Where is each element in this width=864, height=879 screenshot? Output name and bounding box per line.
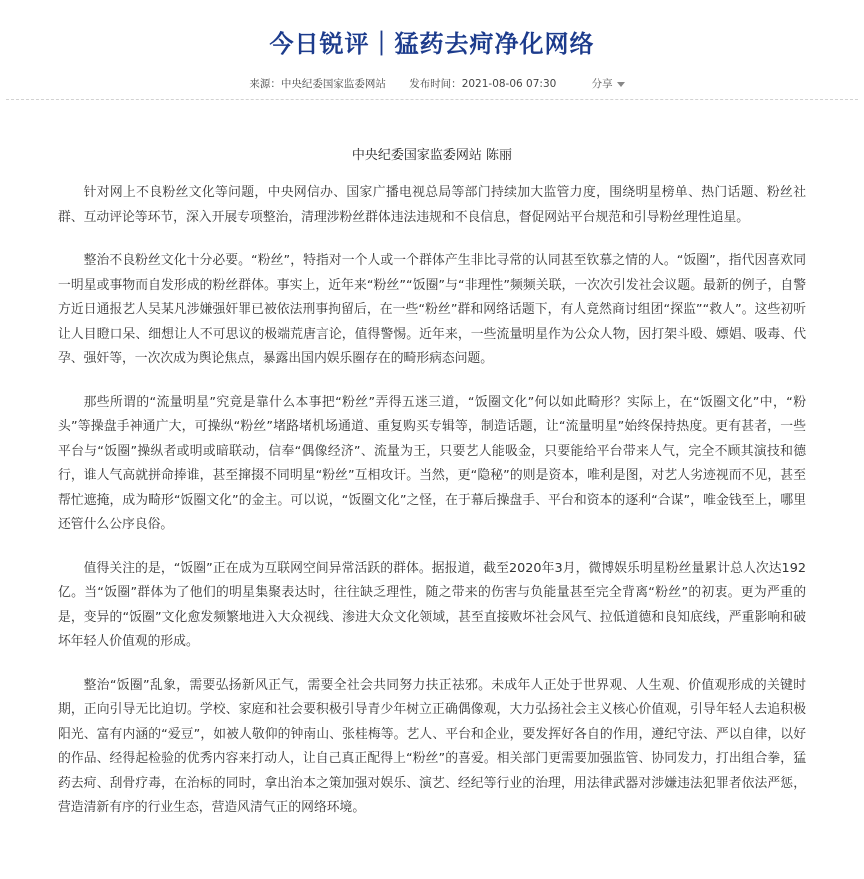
article-paragraph-3: 那些所谓的“流量明星”究竟是靠什么本事把“粉丝”弄得五迷三道，“饭圈文化”何以如此畸形？实际上，在“饭圈文化”中，“粉头”等操盘手神通广大，可操纵“粉丝”堵路堵机场通道、重复购买专辑等，制造话题，让“流量明星”始终保持热度。更有甚者，一些平台与“饭圈”操纵者或明或暗联动，信奉“偶像经济”、流量为王，只要艺人能吸金，只要能给平台带来人气，完全不顾其演技和德行，谁人气高就拼命捧谁，甚至撺掇不同明星“粉丝”互相攻讦。当然，更“隐秘”的则是资本，唯利是图，对艺人劣迹视而不见，甚至帮忙遮掩，成为畸形“饭圈文化”的金主。可以说，“饭圈文化”之怪，在于幕后操盘手、平台和资本的逐利“合谋”，唯金钱至上，哪里还管什么公序良俗。 bbox=[58, 394, 806, 532]
share-label: 分享 bbox=[591, 78, 613, 90]
share-button[interactable] bbox=[592, 76, 625, 92]
time-group bbox=[409, 76, 556, 92]
article-paragraph-1: 针对网上不良粉丝文化等问题，中央网信办、国家广播电视总局等部门持续加大监管力度，围绕明星榜单、热门话题、粉丝社群、互动评论等环节，深入开展专项整治，清理涉粉丝群体违法违规和不良信息，督促网站平台规范和引导粉丝理性追星。 bbox=[58, 185, 806, 225]
source-group bbox=[249, 76, 386, 92]
header-divider bbox=[6, 99, 858, 100]
article-paragraph-4: 值得关注的是，“饭圈”正在成为互联网空间异常活跃的群体。据报道，截至2020年3月，微博娱乐明星粉丝量累计总人次达192亿。当“饭圈”群体为了他们的明星集聚表达时，往往缺乏理性，随之带来的伤害与负能量甚至完全背离“粉丝”的初衷。更为严重的是，变异的“饭圈”文化愈发频繁地进入大众视线、渗进大众文化领域，甚至直接败坏社会风气、拉低道德和良知底线，严重影响和破坏年轻人价值观的形成。 bbox=[58, 560, 806, 649]
article-paragraph-5: 整治“饭圈”乱象，需要弘扬新风正气，需要全社会共同努力扶正祛邪。未成年人正处于世界观、人生观、价值观形成的关键时期，正向引导无比迫切。学校、家庭和社会要积极引导青少年树立正确偶像观，大力弘扬社会主义核心价值观，引导年轻人去追积极阳光、富有内涵的“爱豆”，如被人敬仰的钟南山、张桂梅等。艺人、平台和企业，要发挥好各自的作用，遵纪守法、严以自律，以好的作品、经得起检验的优秀内容来打动人，让自己真正配得上“粉丝”的喜爱。相关部门更需要加强监管、协同发力，打出组合拳，猛药去疴、刮骨疗毒，在治标的同时，拿出治本之策加强对娱乐、演艺、经纪等行业的治理，用法律武器对涉嫌违法犯罪者依法严惩，营造清新有序的行业生态，营造风清气正的网络环境。 bbox=[58, 677, 806, 815]
publish-time: 2021-08-06 07:30 bbox=[461, 78, 557, 90]
article-title: 今日锐评｜猛药去疴净化网络 bbox=[269, 30, 595, 58]
article-body bbox=[58, 181, 806, 840]
source-label: 来源： bbox=[249, 78, 281, 90]
caret-down-icon bbox=[617, 82, 625, 87]
source-value: 中央纪委国家监委网站 bbox=[280, 78, 386, 90]
article-meta bbox=[0, 76, 864, 92]
article-byline: 中央纪委国家监委网站 陈丽 bbox=[351, 148, 513, 163]
article-paragraph-2: 整治不良粉丝文化十分必要。“粉丝”，特指对一个人或一个群体产生非比寻常的认同甚至钦慕之情的人。“饭圈”，指代因喜欢同一明星或事物而自发形成的粉丝群体。事实上，近年来“粉丝”“饭圈”与“非理性”频频关联，一次次引发社会议题。最新的例子，自警方近日通报艺人吴某凡涉嫌强奸罪已被依法刑事拘留后，在一些“粉丝”群和网络话题下，有人竟然商讨组团“探监”“救人”。这些初听让人目瞪口呆、细想让人不可思议的极端荒唐言论，值得警惕。近年来，一些流量明星作为公众人物，因打架斗殴、嫖娼、吸毒、代孕、强奸等，一次次成为舆论焦点，暴露出国内娱乐圈存在的畸形病态问题。 bbox=[58, 253, 806, 366]
time-label: 发布时间： bbox=[409, 78, 462, 90]
